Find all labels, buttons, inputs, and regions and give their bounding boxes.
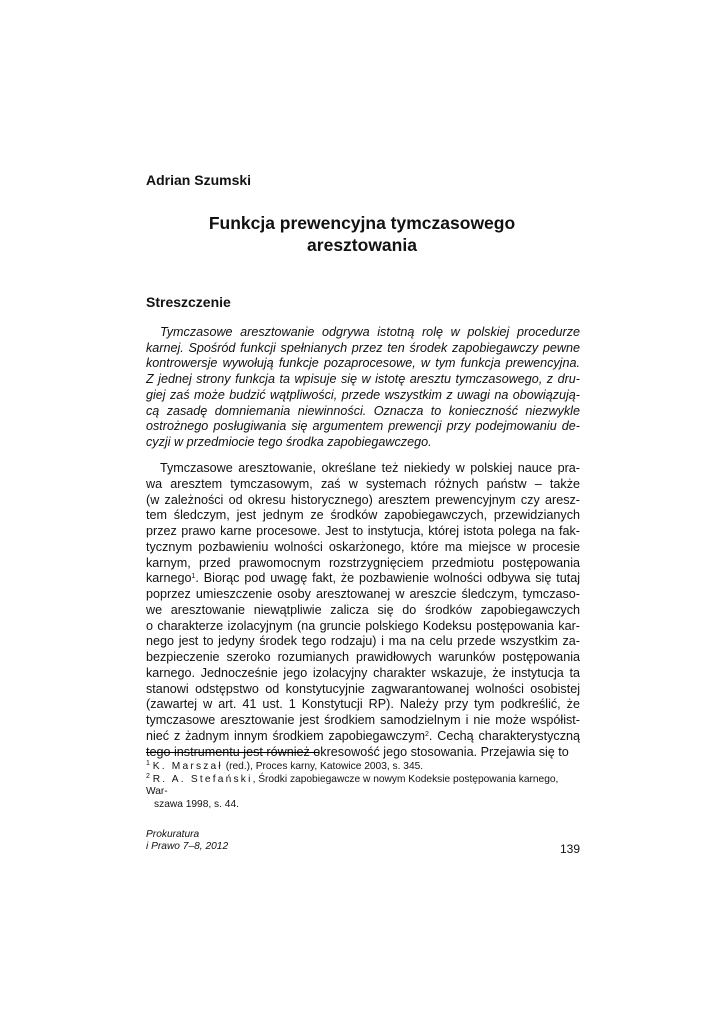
author-name: Adrian Szumski [146,172,252,188]
footnote: $^1$ K. Marszał (red.), Proces karny, Katowice 2003, s. 345. [146,760,424,772]
text-line: (zawartej w art. 41 ust. 1 Konstytucji RP). Należy przy tym podkreślić, że [146,697,580,712]
text-line: (w zależności od okresu historycznego) aresztem prewencyjnym czy aresz- [146,492,580,507]
abstract-heading: Streszczenie [146,294,231,310]
body-paragraph [146,461,580,760]
cited-author: K. Marszał [152,761,223,772]
text-line: tycznym pozbawieniu wolności oskarżonego, które ma miejsce w procesie [146,539,580,554]
text-line: karnego$^1$. Biorąc pod uwagę fakt, że pozbawienie wolności odbywa się tutaj [146,571,580,586]
text-line: tymczasowe aresztowanie jest środkiem samodzielnym i nie może współist- [146,713,580,727]
text-line: stanowi odstępstwo od konstytucyjnie zagwarantowanej wolności osobistej [146,681,580,696]
text-line: ostrożnego posługiwania się argumentem prewencji przy podejmowaniu de- [146,419,580,434]
text-line: giej zaś może budzić wątpliwości, przede wszystkim z uwagi na obowiązują- [146,387,580,402]
page-number: 139 [559,842,580,856]
article-title [146,212,578,256]
text-line: karnej. Spośród funkcji spełnianych przez ten środek zapobiegawczy pewne [146,340,580,355]
journal-name: Prokuratura [146,829,200,840]
text-line: tem śledczym, jest jednym ze środków zapobiegawczych, przewidzianych [146,508,580,523]
text-line: nieć z żadnym innym środkiem zapobiegawczym$^2$. Cechą charakterystyczną [146,728,581,743]
text-line: przez prawo karne procesowe. Jest to instytucja, której istota polega na fak- [146,524,580,538]
cited-author: R. A. Stefański [152,773,253,785]
journal-info [146,829,228,853]
text-line: kontrowersje wywołują funkcje pozaprocesowe, w tym funkcja prewencyjna. [146,356,580,371]
footnote-reference: 2 [425,730,429,738]
text-line: bezpieczenie szeroko rozumianych prawidłowych warunków postępowania [146,650,580,664]
footnote-continuation: szawa 1998, s. 44. [154,798,239,810]
text-line: wa aresztem tymczasowym, zaś w systemach różnych państw – także [146,476,580,491]
text-line: cą zasadę domniemania niewinności. Oznacza to konieczność niezwykle [146,403,580,418]
text-line: Tymczasowe aresztowanie, określane też niekiedy w polskiej nauce pra- [160,461,580,475]
footnote-marker: 2 [146,772,150,780]
text-line: o charakterze izolacyjnym (na gruncie polskiego Kodeksu postępowania kar- [146,618,580,633]
text-line: tego instrumentu jest również okresowość jego stosowania. Przejawia się to [146,744,569,759]
text-line: nego jest to jedyny środek tego rodzaju) i ma na celu przede wszystkim za- [146,634,580,649]
journal-issue: i Prawo 7–8, 2012 [146,841,229,852]
text-line: karnym, przed prawomocnym rozstrzygnięciem przedmiotu postępowania [146,555,580,570]
footnote-reference: 1 [191,573,196,581]
text-line: Tymczasowe aresztowanie odgrywa istotną rolę w polskiej procedurze [160,325,580,339]
footnotes [146,761,580,811]
title-line: Funkcja prewencyjna tymczasowego [208,213,516,233]
text-line: we aresztowanie niewątpliwie zalicza się do środków zapobiegawczych [146,602,580,617]
footnote-marker: 1 [146,760,150,767]
text-line: cyzji w przedmiocie tego środka zapobiegawczego. [146,434,432,449]
footnote: $^2$ R. A. Stefański, Środki zapobiegawcze w nowym Kodeksie postępowania karnego, War- szawa 1998, s. 44. [146,774,580,812]
abstract-paragraph [146,325,580,451]
text-line: karnego. Jednocześnie jego izolacyjny charakter wskazuje, że instytucja ta [146,665,580,680]
text-line: Z jednej strony funkcja ta wpisuje się w istotę aresztu tymczasowego, z dru- [146,372,580,387]
footnote-divider [146,752,319,753]
title-line: aresztowania [307,235,417,255]
text-line: poprzez umieszczenie osoby aresztowanej w areszcie śledczym, tymczaso- [146,587,580,601]
